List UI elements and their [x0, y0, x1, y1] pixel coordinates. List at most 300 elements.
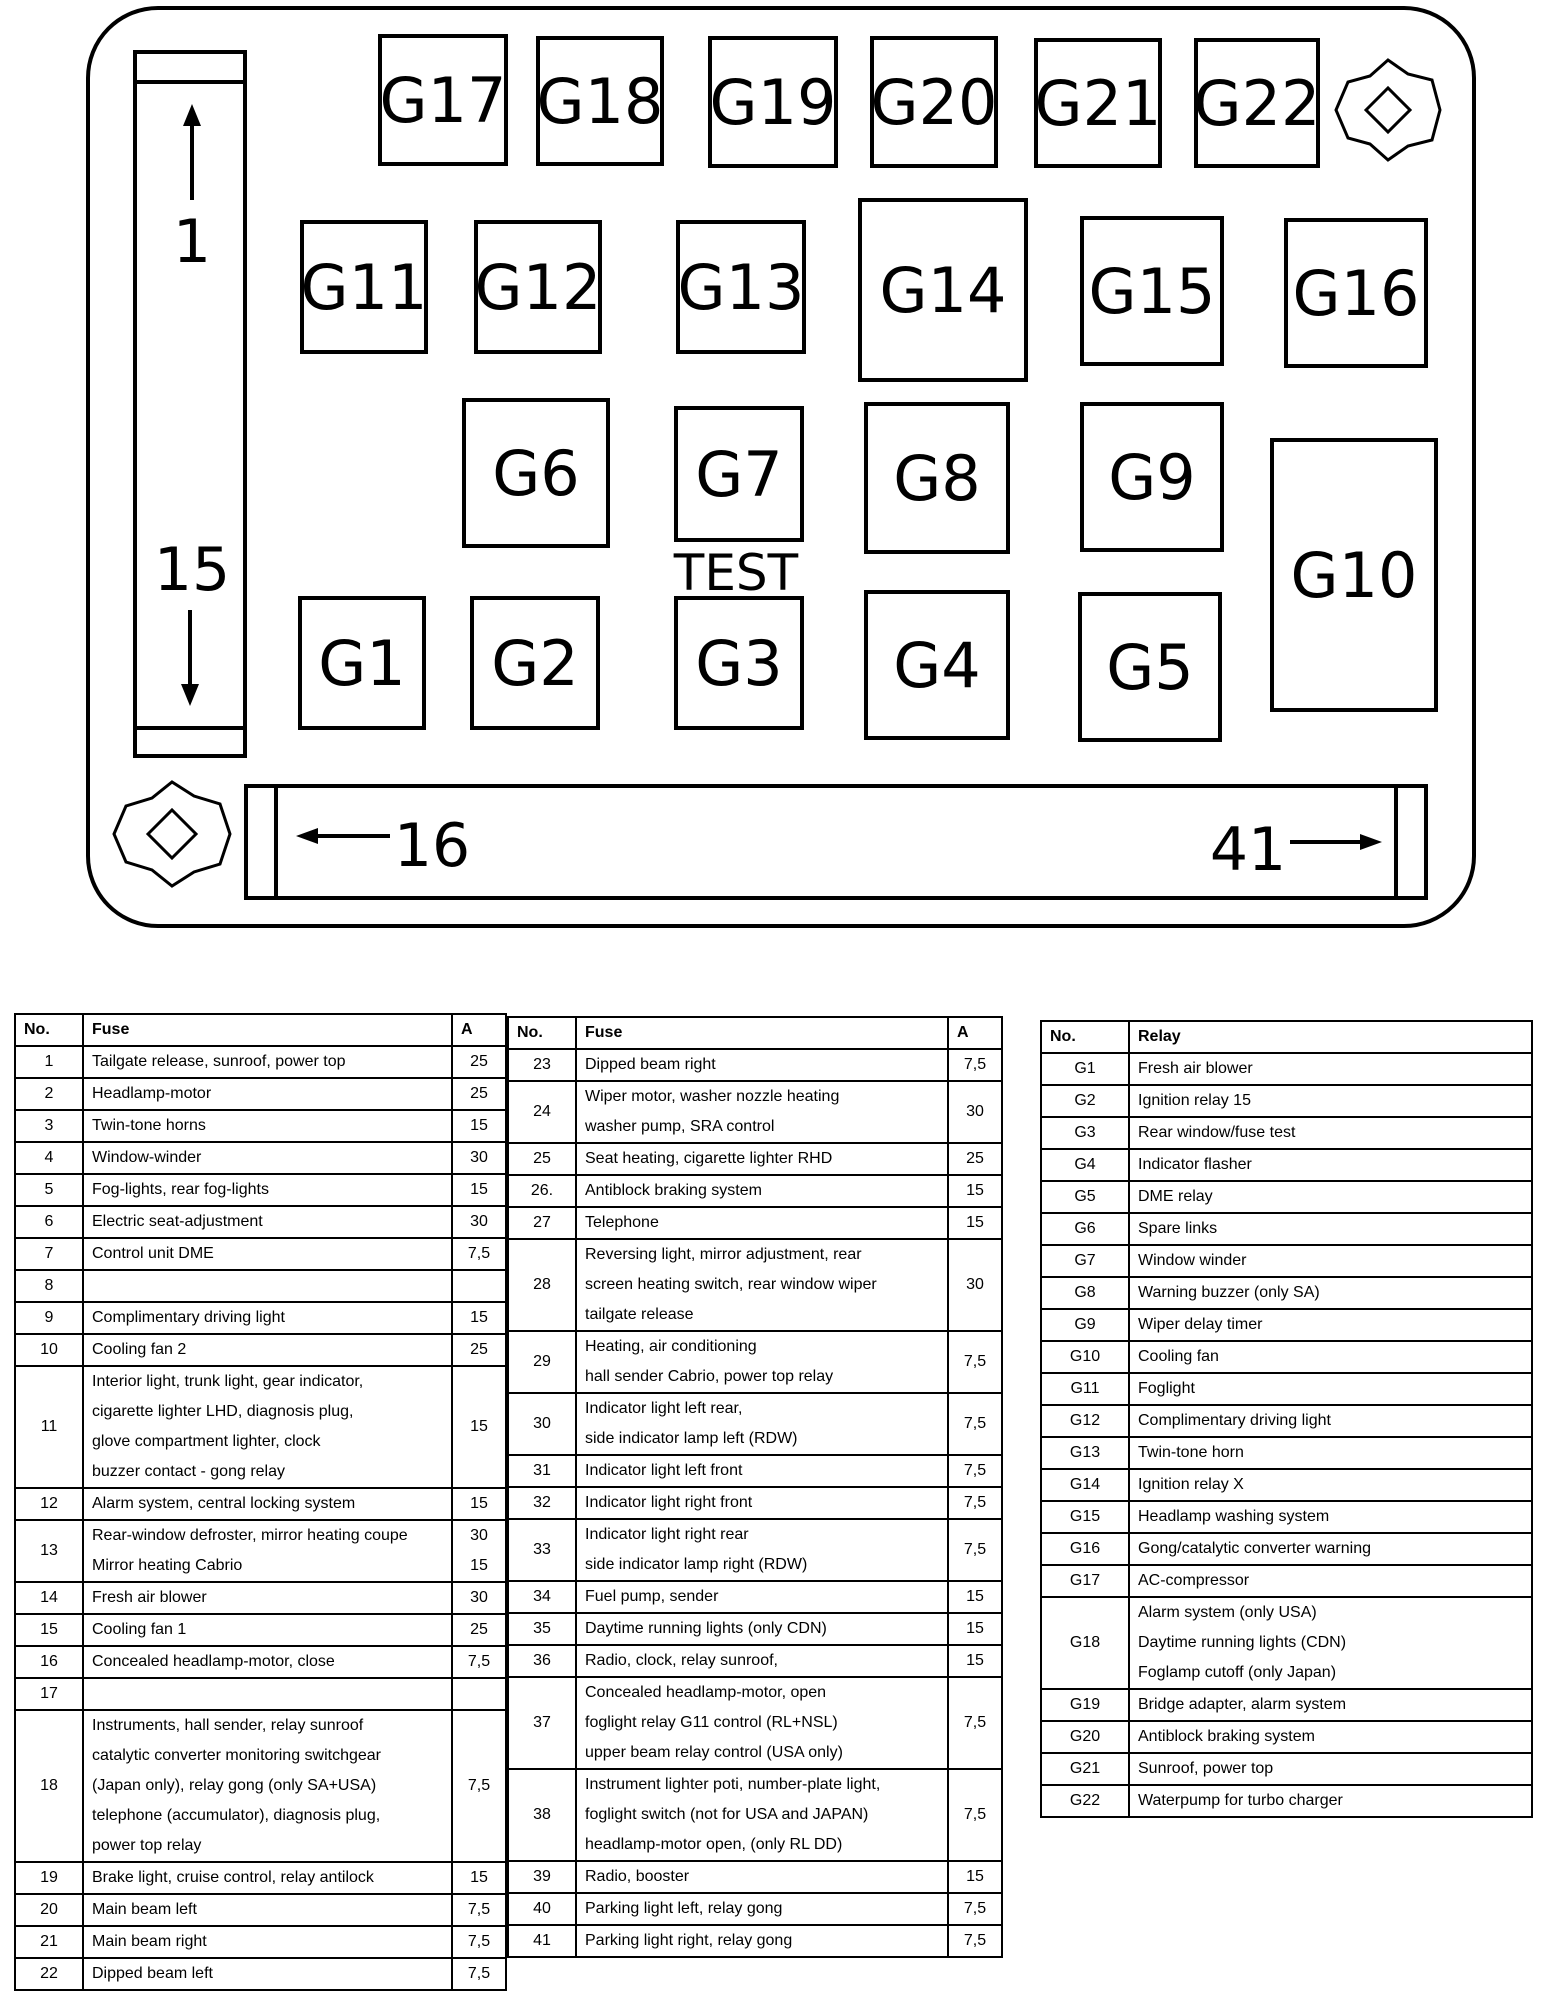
fuse-row — [508, 1613, 1002, 1645]
relay-description — [1129, 1721, 1532, 1753]
relay-row — [1041, 1309, 1532, 1341]
relay-description-line: Waterpump for turbo charger — [1138, 1792, 1343, 1809]
relay-description — [1129, 1341, 1532, 1373]
fuse-description — [83, 1206, 452, 1238]
fuse-number: 39 — [508, 1861, 576, 1893]
fuse-number: 40 — [508, 1893, 576, 1925]
relay-socket-g22 — [1194, 40, 1321, 166]
relay-description-line: Twin-tone horn — [1138, 1444, 1244, 1461]
relay-socket-label: G14 — [879, 254, 1007, 327]
header-amps: A — [452, 1014, 506, 1046]
header-amps: A — [948, 1017, 1002, 1049]
fuse-amperage-value: 25 — [470, 1053, 488, 1070]
test-label: TEST — [673, 544, 799, 602]
fuse-row — [508, 1861, 1002, 1893]
fuse-amperage-value: 7,5 — [467, 1901, 491, 1918]
fuse-row — [15, 1238, 506, 1270]
relay-description — [1129, 1437, 1532, 1469]
fuse-description-line: Main beam right — [92, 1933, 207, 1950]
relay-number: G11 — [1041, 1373, 1129, 1405]
relay-socket-label: G22 — [1193, 67, 1321, 140]
fuse-description-line: washer pump, SRA control — [585, 1118, 775, 1135]
fuse-description-line: Instruments, hall sender, relay sunroof — [92, 1717, 364, 1734]
fuse-description-line: Electric seat-adjustment — [92, 1213, 263, 1230]
relay-row — [1041, 1501, 1532, 1533]
fuse-number: 23 — [508, 1049, 576, 1081]
fuse-description-line: Twin-tone horns — [92, 1117, 206, 1134]
fuse-number: 35 — [508, 1613, 576, 1645]
relay-socket-label: G12 — [474, 251, 602, 324]
fuse-description — [576, 1519, 948, 1581]
fuse-row — [15, 1710, 506, 1862]
fuse-description-line: Indicator light left front — [585, 1462, 743, 1479]
fuse-description — [576, 1331, 948, 1393]
fuse-number: 21 — [15, 1926, 83, 1958]
relay-row — [1041, 1405, 1532, 1437]
header-no: No. — [15, 1014, 83, 1046]
fuse-amperage — [452, 1894, 506, 1926]
relay-number: G2 — [1041, 1085, 1129, 1117]
fuse-amperage — [452, 1646, 506, 1678]
relay-description-line: Foglight — [1138, 1380, 1195, 1397]
fuse-amperage — [452, 1110, 506, 1142]
header-fuse: Fuse — [83, 1014, 452, 1046]
fuse-amperage — [452, 1302, 506, 1334]
relay-socket-g10 — [1272, 440, 1436, 710]
fuse-number: 10 — [15, 1334, 83, 1366]
fuse-description — [576, 1175, 948, 1207]
fuse-row — [508, 1143, 1002, 1175]
fuse-description-line: buzzer contact - gong relay — [92, 1463, 285, 1480]
fuse-amperage — [948, 1331, 1002, 1393]
fuse-amperage-value: 15 — [966, 1182, 984, 1199]
relay-socket-g12 — [475, 222, 602, 352]
fuse-description — [576, 1769, 948, 1861]
fuse-amperage-value: 25 — [470, 1621, 488, 1638]
relay-description-line: Alarm system (only USA) — [1138, 1604, 1317, 1621]
relay-description — [1129, 1053, 1532, 1085]
relay-socket-g8 — [866, 404, 1008, 552]
fuse-description-line: Fuel pump, sender — [585, 1588, 719, 1605]
fuse-row — [15, 1046, 506, 1078]
relay-description — [1129, 1277, 1532, 1309]
fuse-amperage-value: 30 — [470, 1213, 488, 1230]
fuse-amperage — [452, 1334, 506, 1366]
fuse-strip-number-right: 41 — [1209, 815, 1287, 885]
fuse-amperage-value: 7,5 — [963, 1714, 987, 1731]
fuse-description — [576, 1143, 948, 1175]
fuse-amperage — [452, 1582, 506, 1614]
relay-description — [1129, 1245, 1532, 1277]
fuse-number: 41 — [508, 1925, 576, 1957]
relay-description-line: Window winder — [1138, 1252, 1247, 1269]
relay-number: G7 — [1041, 1245, 1129, 1277]
fuse-amperage — [948, 1081, 1002, 1143]
relay-socket-label: G21 — [1034, 67, 1162, 140]
relay-number: G13 — [1041, 1437, 1129, 1469]
fuse-description-line: upper beam relay control (USA only) — [585, 1744, 843, 1761]
fuse-description — [83, 1926, 452, 1958]
fuse-row — [15, 1366, 506, 1488]
fuse-row — [15, 1520, 506, 1582]
fuse-number: 13 — [15, 1520, 83, 1582]
relay-number: G19 — [1041, 1689, 1129, 1721]
fuse-amperage-value: 7,5 — [963, 1932, 987, 1949]
fuse-amperage-value: 15 — [470, 1418, 488, 1435]
fuse-description-line: Reversing light, mirror adjustment, rear — [585, 1246, 862, 1263]
relay-description — [1129, 1753, 1532, 1785]
relay-row — [1041, 1565, 1532, 1597]
fuse-description-line: Headlamp-motor — [92, 1085, 212, 1102]
relay-description-line: Sunroof, power top — [1138, 1760, 1274, 1777]
fuse-description-line: glove compartment lighter, clock — [92, 1433, 321, 1450]
fuse-description-line: Complimentary driving light — [92, 1309, 285, 1326]
relay-description-line: Foglamp cutoff (only Japan) — [1138, 1664, 1337, 1681]
fuse-number: 17 — [15, 1678, 83, 1710]
fuse-row — [508, 1239, 1002, 1331]
fuse-amperage — [452, 1926, 506, 1958]
relay-row — [1041, 1469, 1532, 1501]
relay-description — [1129, 1213, 1532, 1245]
fuse-description-line: Parking light right, relay gong — [585, 1932, 793, 1949]
fuse-row — [508, 1487, 1002, 1519]
fuse-description-line: tailgate release — [585, 1306, 694, 1323]
relay-description-line: Spare links — [1138, 1220, 1218, 1237]
relay-socket-label: G1 — [318, 627, 406, 700]
relay-description-line: Indicator flasher — [1138, 1156, 1252, 1173]
relay-description-line: Ignition relay X — [1138, 1476, 1244, 1493]
header-no: No. — [1041, 1021, 1129, 1053]
relay-socket-g20 — [871, 38, 998, 166]
relay-row — [1041, 1597, 1532, 1689]
fuse-description-line: Cooling fan 2 — [92, 1341, 187, 1358]
fuse-number: 18 — [15, 1710, 83, 1862]
fuse-description — [576, 1645, 948, 1677]
relay-table-header — [1041, 1021, 1532, 1053]
fuse-description — [576, 1239, 948, 1331]
fuse-number: 19 — [15, 1862, 83, 1894]
fuse-amperage-value: 7,5 — [467, 1653, 491, 1670]
fuse-number: 1 — [15, 1046, 83, 1078]
fuse-amperage-value: 7,5 — [467, 1777, 491, 1794]
relay-row — [1041, 1149, 1532, 1181]
fuse-description-line: Seat heating, cigarette lighter RHD — [585, 1150, 833, 1167]
fuse-amperage-value: 7,5 — [467, 1245, 491, 1262]
fuse-number: 25 — [508, 1143, 576, 1175]
fuse-number: 11 — [15, 1366, 83, 1488]
relay-socket-label: G13 — [677, 251, 805, 324]
fuse-description — [576, 1581, 948, 1613]
fuse-row — [15, 1270, 506, 1302]
relay-socket-g6 — [464, 400, 608, 546]
header-relay: Relay — [1129, 1021, 1532, 1053]
fuse-row — [508, 1393, 1002, 1455]
relay-socket-g14 — [860, 200, 1026, 380]
relay-row — [1041, 1277, 1532, 1309]
fuse-description-line: screen heating switch, rear window wiper — [585, 1276, 877, 1293]
relay-description-line: Gong/catalytic converter warning — [1138, 1540, 1371, 1557]
relay-socket-g17 — [380, 36, 507, 164]
fuse-description-line: Tailgate release, sunroof, power top — [92, 1053, 346, 1070]
fuse-description-line: Main beam left — [92, 1901, 197, 1918]
fuse-amperage-value: 30 — [966, 1276, 984, 1293]
fuse-description — [576, 1613, 948, 1645]
relay-row — [1041, 1085, 1532, 1117]
relay-row — [1041, 1213, 1532, 1245]
relay-description — [1129, 1689, 1532, 1721]
mounting-bolt-bottom-left — [114, 782, 230, 886]
fuse-row — [508, 1769, 1002, 1861]
fuse-description — [83, 1958, 452, 1990]
relay-socket-g21 — [1035, 40, 1162, 166]
relay-number: G14 — [1041, 1469, 1129, 1501]
relay-number: G21 — [1041, 1753, 1129, 1785]
relay-description-line: Daytime running lights (CDN) — [1138, 1634, 1347, 1651]
fuse-amperage — [948, 1677, 1002, 1769]
fuse-amperage-value: 7,5 — [963, 1415, 987, 1432]
relay-number: G17 — [1041, 1565, 1129, 1597]
fuse-row — [15, 1862, 506, 1894]
fuse-table-23-41 — [507, 1016, 1003, 1958]
fuse-row — [15, 1110, 506, 1142]
relay-description-line: Complimentary driving light — [1138, 1412, 1331, 1429]
fuse-strip-number-top: 1 — [172, 207, 212, 277]
fuse-number: 26. — [508, 1175, 576, 1207]
fuse-number: 2 — [15, 1078, 83, 1110]
fuse-description — [83, 1614, 452, 1646]
relay-socket-g4 — [866, 592, 1008, 738]
fuse-description-line: Cooling fan 1 — [92, 1621, 187, 1638]
relay-row — [1041, 1373, 1532, 1405]
fuse-row — [508, 1081, 1002, 1143]
relay-number: G4 — [1041, 1149, 1129, 1181]
fuse-description — [83, 1142, 452, 1174]
fuse-number: 24 — [508, 1081, 576, 1143]
relay-description-line: Warning buzzer (only SA) — [1138, 1284, 1320, 1301]
fuse-amperage — [452, 1678, 506, 1710]
fuse-amperage — [452, 1710, 506, 1862]
fuse-row — [15, 1646, 506, 1678]
relay-socket-label: G8 — [893, 442, 981, 515]
fuse-amperage-value: 15 — [470, 1869, 488, 1886]
fuse-row — [15, 1926, 506, 1958]
relay-socket-g13 — [678, 222, 805, 352]
fuse-row — [508, 1893, 1002, 1925]
relay-table — [1040, 1020, 1533, 1818]
fuse-row — [15, 1678, 506, 1710]
relay-description-line: Fresh air blower — [1138, 1060, 1253, 1077]
fuse-description-line: Concealed headlamp-motor, open — [585, 1684, 827, 1701]
fuse-amperage — [452, 1270, 506, 1302]
fuse-row — [508, 1519, 1002, 1581]
fuse-amperage — [452, 1614, 506, 1646]
relay-row — [1041, 1721, 1532, 1753]
fuse-number: 38 — [508, 1769, 576, 1861]
fuse-number: 20 — [15, 1894, 83, 1926]
fuse-row — [508, 1925, 1002, 1957]
relay-row — [1041, 1437, 1532, 1469]
fuse-description-line: Radio, clock, relay sunroof, — [585, 1652, 778, 1669]
relay-description — [1129, 1785, 1532, 1817]
fuse-description-line: Dipped beam right — [585, 1056, 716, 1073]
relay-number: G6 — [1041, 1213, 1129, 1245]
fuse-number: 12 — [15, 1488, 83, 1520]
fuse-description-line: headlamp-motor open, (only RL DD) — [585, 1836, 843, 1853]
fuse-description-line: telephone (accumulator), diagnosis plug, — [92, 1807, 381, 1824]
fuse-description — [83, 1862, 452, 1894]
relay-number: G5 — [1041, 1181, 1129, 1213]
fuse-amperage-value: 30 — [470, 1589, 488, 1606]
fuse-description-line: Heating, air conditioning — [585, 1338, 757, 1355]
fuse-description-line: Dipped beam left — [92, 1965, 213, 1982]
relay-socket-label: G11 — [300, 251, 428, 324]
relay-socket-label: G17 — [379, 64, 507, 137]
fuse-description-line: Radio, booster — [585, 1868, 690, 1885]
fuse-description — [576, 1893, 948, 1925]
fuse-amperage — [948, 1893, 1002, 1925]
relay-row — [1041, 1753, 1532, 1785]
fuse-amperage-value: 15 — [470, 1495, 488, 1512]
fuse-amperage-value: 25 — [470, 1341, 488, 1358]
fuse-description — [83, 1238, 452, 1270]
fuse-amperage — [948, 1207, 1002, 1239]
relay-number: G9 — [1041, 1309, 1129, 1341]
relay-description-line: Ignition relay 15 — [1138, 1092, 1251, 1109]
fuse-amperage — [452, 1206, 506, 1238]
fuse-description — [83, 1174, 452, 1206]
fuse-amperage-value: 7,5 — [963, 1494, 987, 1511]
fuse-number: 6 — [15, 1206, 83, 1238]
relay-socket-g3 — [676, 598, 802, 728]
fuse-number: 34 — [508, 1581, 576, 1613]
fuse-row — [15, 1206, 506, 1238]
fuse-row — [508, 1677, 1002, 1769]
fuse-description-line: (Japan only), relay gong (only SA+USA) — [92, 1777, 377, 1794]
relay-description-line: DME relay — [1138, 1188, 1213, 1205]
fuse-amperage — [948, 1769, 1002, 1861]
relay-socket-g19 — [710, 38, 837, 166]
fuse-amperage — [948, 1175, 1002, 1207]
fuse-description — [83, 1646, 452, 1678]
fuse-amperage-value: 7,5 — [467, 1965, 491, 1982]
relay-description — [1129, 1309, 1532, 1341]
fuse-description — [83, 1520, 452, 1582]
fuse-description — [576, 1925, 948, 1957]
fuse-description — [83, 1334, 452, 1366]
fuse-amperage — [948, 1613, 1002, 1645]
fuse-amperage — [452, 1142, 506, 1174]
fuse-description — [83, 1894, 452, 1926]
relay-socket-label: G5 — [1106, 631, 1194, 704]
fuse-description-line: catalytic converter monitoring switchgear — [92, 1747, 382, 1764]
fuse-description — [83, 1110, 452, 1142]
fuse-number: 7 — [15, 1238, 83, 1270]
fuse-number: 33 — [508, 1519, 576, 1581]
fuse-amperage-value: 15 — [966, 1588, 984, 1605]
fuse-row — [15, 1582, 506, 1614]
fuse-description-line: Parking light left, relay gong — [585, 1900, 783, 1917]
fuse-amperage-value: 7,5 — [963, 1056, 987, 1073]
fuse-row — [15, 1302, 506, 1334]
relay-number: G20 — [1041, 1721, 1129, 1753]
fuse-amperage-value: 15 — [470, 1181, 488, 1198]
fuse-description-line: Fresh air blower — [92, 1589, 207, 1606]
fuse-description-line: Wiper motor, washer nozzle heating — [585, 1088, 840, 1105]
relay-socket-g11 — [301, 222, 428, 352]
fuse-description — [576, 1487, 948, 1519]
fuse-amperage-value: 7,5 — [963, 1900, 987, 1917]
fuse-amperage-value: 30 — [966, 1103, 984, 1120]
fuse-amperage-value — [461, 1679, 497, 1709]
relay-description — [1129, 1597, 1532, 1689]
fuse-amperage-value: 7,5 — [963, 1353, 987, 1370]
fuse-amperage-value: 15 — [470, 1557, 488, 1574]
fuse-amperage — [452, 1862, 506, 1894]
fuse-description-line: side indicator lamp left (RDW) — [585, 1430, 798, 1447]
fuse-amperage — [948, 1861, 1002, 1893]
fuse-description-line: Antiblock braking system — [585, 1182, 762, 1199]
fuse-row — [508, 1049, 1002, 1081]
fuse-amperage — [948, 1455, 1002, 1487]
fuse-amperage-value: 15 — [966, 1868, 984, 1885]
fuse-amperage — [948, 1925, 1002, 1957]
fuse-description-line: Alarm system, central locking system — [92, 1495, 356, 1512]
fuse-row — [508, 1645, 1002, 1677]
fuse-row — [508, 1207, 1002, 1239]
fuse-description-line — [92, 1679, 443, 1709]
relay-description — [1129, 1149, 1532, 1181]
fuse-amperage — [452, 1238, 506, 1270]
fuse-description — [576, 1049, 948, 1081]
relay-number: G8 — [1041, 1277, 1129, 1309]
fuse-description — [576, 1393, 948, 1455]
fuse-strip-number-left: 16 — [393, 811, 471, 881]
fuse-number: 28 — [508, 1239, 576, 1331]
fuse-description — [83, 1302, 452, 1334]
fuse-description-line: foglight relay G11 control (RL+NSL) — [585, 1714, 838, 1731]
fuse-description — [576, 1081, 948, 1143]
relay-description — [1129, 1565, 1532, 1597]
fuse-number: 9 — [15, 1302, 83, 1334]
relay-socket-g15 — [1082, 218, 1222, 364]
fuse-number: 30 — [508, 1393, 576, 1455]
fuse-number: 5 — [15, 1174, 83, 1206]
relay-number: G18 — [1041, 1597, 1129, 1689]
fuse-amperage — [452, 1174, 506, 1206]
relay-socket-label: G7 — [695, 438, 783, 511]
relay-description — [1129, 1373, 1532, 1405]
fuse-row — [508, 1581, 1002, 1613]
fuse-number: 32 — [508, 1487, 576, 1519]
relay-row — [1041, 1533, 1532, 1565]
fuse-number: 37 — [508, 1677, 576, 1769]
fuse-amperage-value: 15 — [966, 1620, 984, 1637]
fuse-row — [15, 1078, 506, 1110]
fuse-description — [576, 1861, 948, 1893]
relay-socket-label: G4 — [893, 629, 981, 702]
fuse-amperage-value: 25 — [470, 1085, 488, 1102]
fuse-description — [83, 1078, 452, 1110]
fuse-description-line: Concealed headlamp-motor, close — [92, 1653, 335, 1670]
relay-socket-label: G19 — [709, 66, 837, 139]
fuse-description — [83, 1488, 452, 1520]
relay-row — [1041, 1117, 1532, 1149]
fuse-description-line: cigarette lighter LHD, diagnosis plug, — [92, 1403, 354, 1420]
fuse-amperage — [948, 1143, 1002, 1175]
relay-description-line: Rear window/fuse test — [1138, 1124, 1296, 1141]
mounting-bolt-top-right — [1336, 60, 1440, 160]
fuse-description — [576, 1677, 948, 1769]
